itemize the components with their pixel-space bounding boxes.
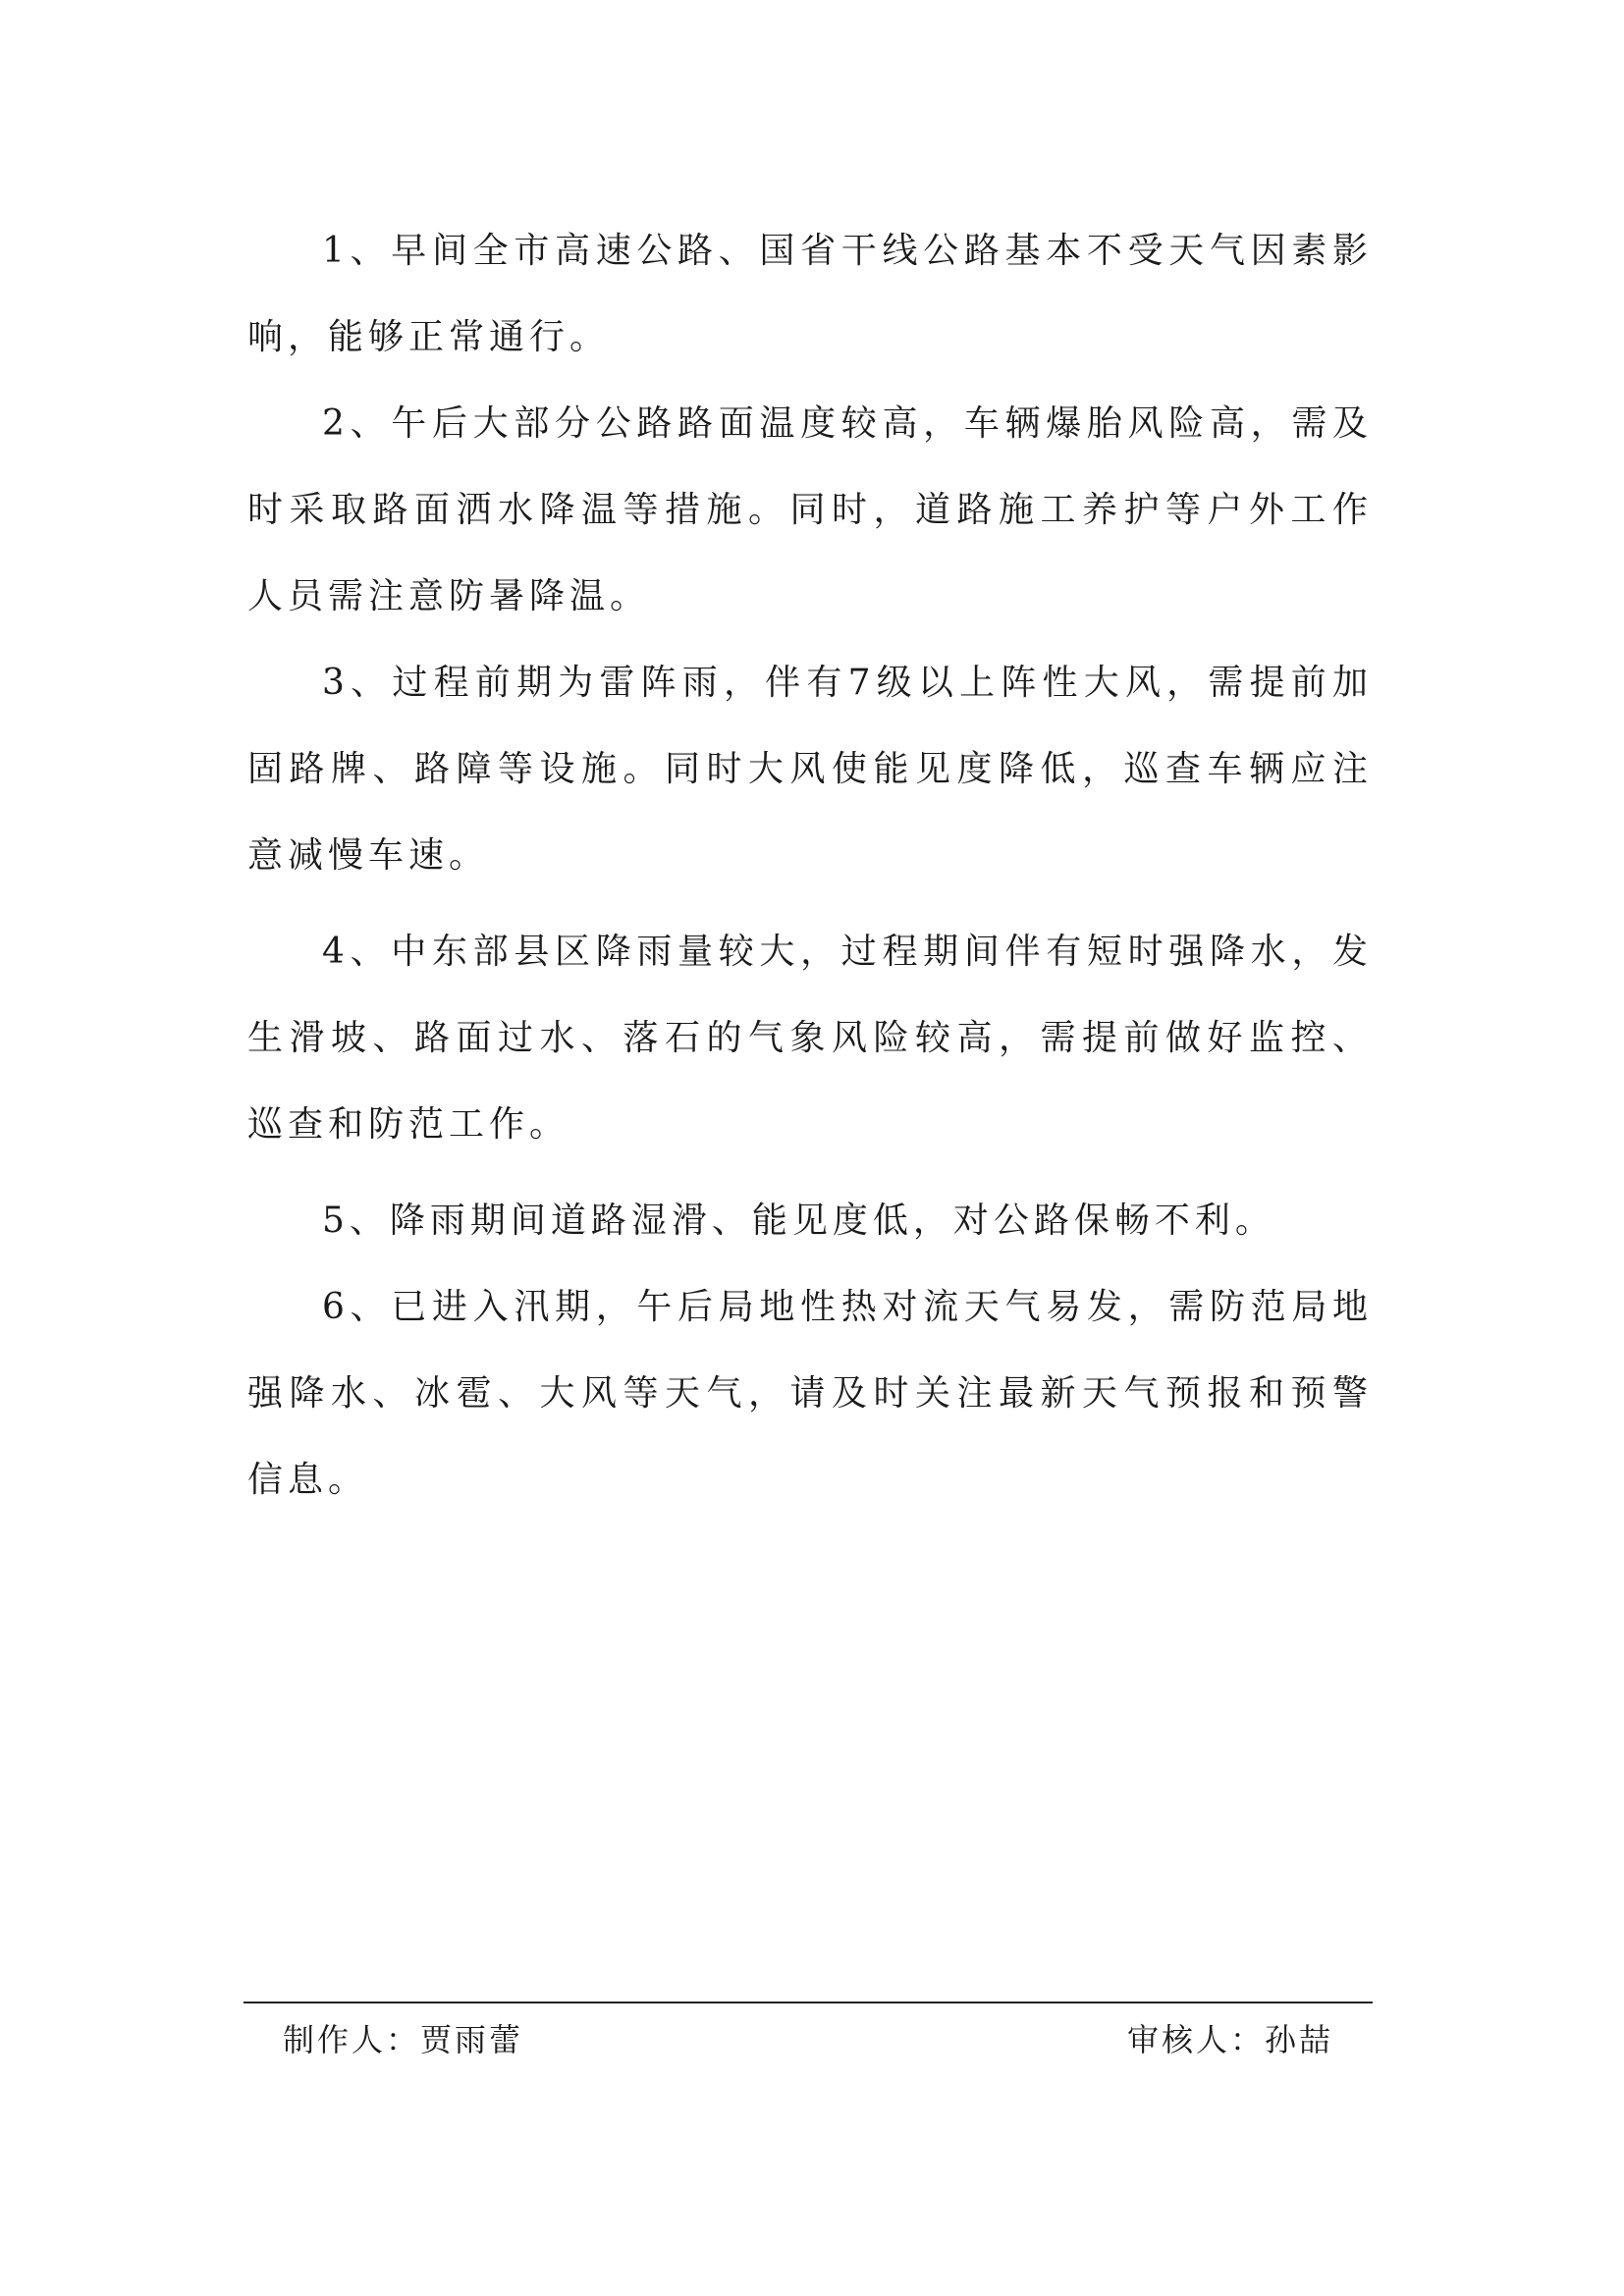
document-body <box>247 208 1373 1523</box>
paragraph-5: 5、降雨期间道路湿滑、能见度低，对公路保畅不利。 <box>322 1201 1275 1241</box>
paragraph-4: 4、中东部县区降雨量较大，过程期间伴有短时强降水，发生滑坡、路面过水、落石的气象风险较高，需提前做好监控、巡查和防范工作。 <box>247 932 1373 1145</box>
paragraph-6: 6、已进入汛期，午后局地性热对流天气易发，需防范局地强降水、冰雹、大风等天气，请及时关注最新天气预报和预警信息。 <box>247 1287 1373 1500</box>
paragraph-1: 1、早间全市高速公路、国省干线公路基本不受天气因素影响，能够正常通行。 <box>247 231 1373 357</box>
footer-divider <box>244 2002 1373 2003</box>
paragraph-2: 2、午后大部分公路路面温度较高，车辆爆胎风险高，需及时采取路面洒水降温等措施。同时，道路施工养护等户外工作人员需注意防暑降温。 <box>247 403 1373 616</box>
footer-producer: 制作人：贾雨蕾 <box>283 2021 524 2058</box>
footer-reviewer: 审核人：孙喆 <box>1127 2021 1334 2058</box>
paragraph-3: 3、过程前期为雷阵雨，伴有7级以上阵性大风，需提前加固路牌、路障等设施。同时大风使能见度降低，巡查车辆应注意减慢车速。 <box>247 663 1373 876</box>
